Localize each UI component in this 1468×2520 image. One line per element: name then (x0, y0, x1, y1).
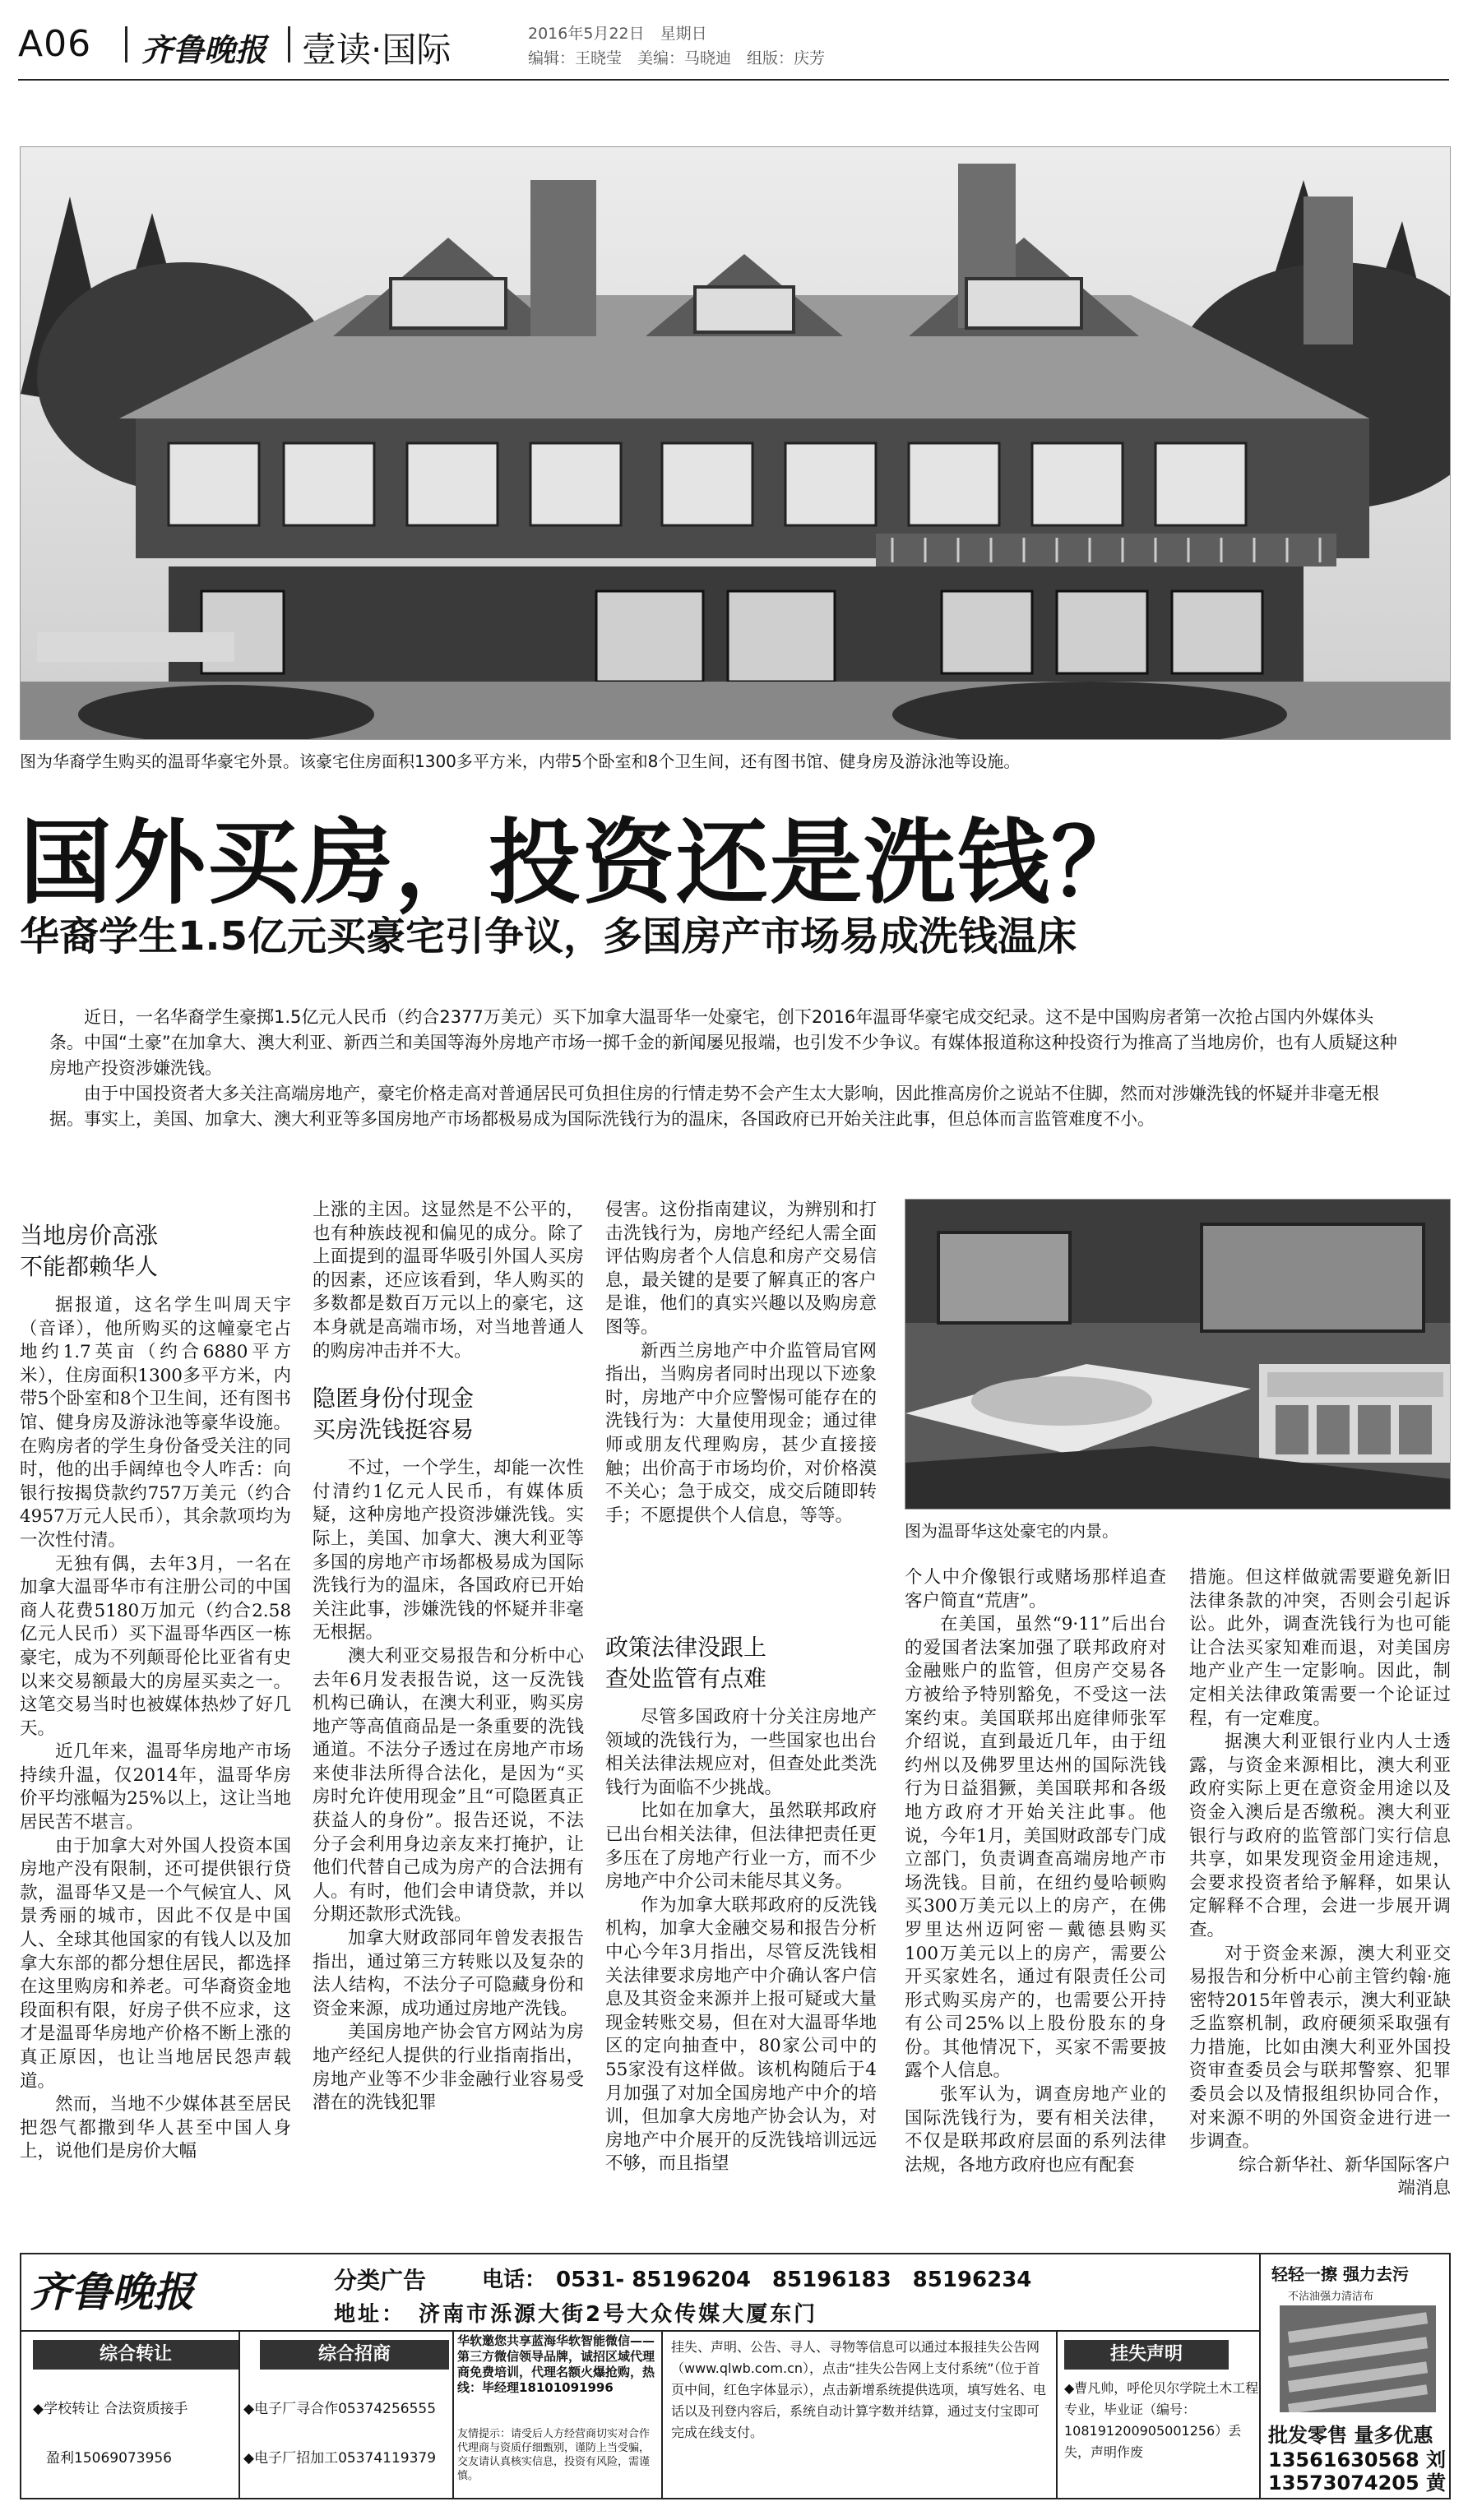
article-column-6 (1189, 1566, 1451, 2201)
cloth-stack-illustration (1280, 2305, 1436, 2412)
section-heading: 政策法律没跟上 (605, 1634, 767, 1661)
editors-line: 编辑：王晓莹 美编：马晓迪 组版：庆芳 (528, 49, 826, 67)
section-heading: 查处监管有点难 (605, 1665, 767, 1692)
lead-paragraph: 由于中国投资者大多关注高端房地产，豪宅价格走高对普通居民可负担住房的行情走势不会产生太大影响，因此推高房价之说站不住脚，然而对涉嫌洗钱的怀疑并非毫无根据。事实上，美国、加拿大、澳大利亚等多国房地产市场都极易成为国际洗钱行为的温床，各国政府已开始关注此事，但总体而言监管难度不小。 (49, 1084, 1379, 1129)
divider (1259, 2254, 1261, 2499)
section-heading: 买房洗钱挺容易 (313, 1416, 475, 1444)
divider (661, 2330, 663, 2499)
page-number: A06 (18, 23, 92, 65)
article-column-4 (605, 1632, 877, 2176)
paragraph: 个人中介像银行或赌场那样追查客户简直“荒唐”。 (905, 1567, 1166, 1611)
ad-text: ◆学校转让 合法资质接手 (33, 2401, 188, 2417)
section-heading: 不能都赖华人 (20, 1253, 159, 1280)
photo-caption: 图为华裔学生购买的温哥华豪宅外景。该豪宅住房面积1300多平方米，内带5个卧室和8个卫生间，还有图书馆、健身房及游泳池等设施。 (20, 751, 1021, 771)
paragraph: 比如在加拿大，虽然联邦政府已出台相关法律，但法律把责任更多压在了房地产行业一方，而不少房地产中介公司未能尽其义务。 (605, 1801, 877, 1893)
ad-notice: 友情提示：请受后人方经营商切实对合作代理商与资质仔细甄别，谨防上当受骗，交友请认真核实信息，投资有风险，需谨慎。 (457, 2428, 651, 2482)
divider (288, 26, 290, 62)
photo-caption: 图为温哥华这处豪宅的内景。 (905, 1521, 1118, 1541)
article-column-2 (313, 1199, 584, 2115)
section-title: 壹读·国际 (302, 30, 452, 70)
divider (21, 2330, 1259, 2332)
ad-text: 盈利15069073956 (46, 2450, 172, 2467)
paragraph: 上涨的主因。这显然是不公平的，也有种族歧视和偏见的成分。除了上面提到的温哥华吸引外国人买房的因素，还应该看到，华人购买的多数都是数百万元以上的豪宅，这本身就是高端市场，对当地普通人的购房冲击并不大。 (313, 1200, 584, 1362)
paragraph: 尽管多国政府十分关注房地产领域的洗钱行为，一些国家也出台相关法律法规应对，但查处此类洗钱行为面临不少挑战。 (605, 1707, 877, 1798)
ad-title: 轻轻一擦 强力去污 (1271, 2264, 1409, 2284)
section-heading: 隐匿身份付现金 (313, 1385, 475, 1413)
paragraph: 据澳大利亚银行业内人士透露，与资金来源相比，澳大利亚政府实际上更在意资金用途以及资金入澳后是否缴税。澳大利亚银行与政府的监管部门实行信息共享，如果发现资金用途违规，会要求投资者给予解释，如果认定解释不合理，会进一步展开调查。 (1189, 1732, 1451, 1940)
paragraph: 侵害。这份指南建议，为辨别和打击洗钱行为，房地产经纪人需全面评估购房者个人信息和房产交易信息，最关键的是要了解真正的客户是谁，他们的真实兴趣以及购房意图等。 (605, 1200, 877, 1338)
page-header (18, 18, 1449, 76)
paragraph: 由于加拿大对外国人投资本国房地产没有限制，还可提供银行贷款，温哥华又是一个气候宜人、风景秀丽的城市，因此不仅是中国人、全球其他国家的有钱人以及加拿大东部的都分想住居民，都选择在这里购房和养老。可华裔资金地段面积有限，好房子供不应求，这才是温哥华房地产价格不断上涨的真正原因，也让当地居民怨声载道。 (20, 1835, 291, 2092)
ad-text: 挂失、声明、公告、寻人、寻物等信息可以通过本报挂失公告网（www.qlwb.com.cn），点击“挂失公告网上支付系统”（位于首页中间，红色字体显示），点击新增系统提供选项，填写姓名、电话以及刊登内容后，系统自动计算字数并结算，通过支付宝即可完成在线支付。 (671, 2339, 1047, 2440)
mansion-interior-photo (905, 1199, 1451, 1510)
article-source: 综合新华社、新华国际客户端消息 (1238, 2154, 1451, 2199)
ads-phone-label: 电话： (482, 2268, 547, 2292)
paragraph: 然而，当地不少媒体甚至居民把怨气都撒到华人甚至中国人身上，说他们是房价大幅 (20, 2094, 291, 2162)
article-lead (49, 1005, 1398, 1132)
paragraph: 美国房地产协会官方网站为房地产经纪人提供的行业指南指出，房地产业等不少非金融行业容易受潜在的洗钱犯罪 (313, 2022, 584, 2114)
section-heading: 当地房价高涨 (20, 1222, 159, 1249)
article-column-3 (605, 1199, 877, 1528)
ad-text: ◆曹凡帅，呼伦贝尔学院土木工程专业，毕业证（编号：108191200905001256）丢失，声明作废 (1064, 2380, 1259, 2460)
issue-date: 2016年5月22日 星期日 (528, 25, 707, 43)
cleaning-cloth-product-image (1280, 2305, 1436, 2412)
mansion-exterior-photo (20, 146, 1451, 740)
paragraph: 近几年来，温哥华房地产市场持续升温，仅2014年，温哥华房价平均涨幅为25%以上，这让当地居民苦不堪言。 (20, 1741, 291, 1833)
ads-brand-logo: 齐鲁晚报 (30, 2268, 194, 2316)
lead-paragraph: 近日，一名华裔学生豪掷1.5亿元人民币（约合2377万美元）买下加拿大温哥华一处豪宅，创下2016年温哥华豪宅成交纪录。这不是中国购房者第一次抢占国内外媒体头条。中国“土豪”在加拿大、澳大利亚、新西兰和美国等海外房地产市场一掷千金的新闻屡见报端，也引发不少争议。有媒体报道称这种投资行为推高了当地房价，也有人质疑这种房地产投资涉嫌洗钱。 (49, 1007, 1397, 1078)
paragraph: 张军认为，调查房地产业的国际洗钱行为，要有相关法律，不仅是联邦政府层面的系列法律法规，各地方政府也应有配套 (905, 2084, 1166, 2176)
article-column-5 (905, 1566, 1166, 2177)
ad-subtitle: 不沾油强力清洁布 (1288, 2291, 1374, 2303)
divider (125, 26, 127, 62)
classified-ads (20, 2253, 1451, 2499)
paragraph: 新西兰房地产中介监管局官网指出，当购房者同时出现以下迹象时，房地产中介应警惕可能存在的洗钱行为：大量使用现金；通过律师或朋友代理购房，甚少直接接触；出价高于市场均价，对价格漠不关心；急于成交，成交后随即转手；不愿提供个人信息，等等。 (605, 1340, 877, 1526)
ad-text: ◆电子厂招加工05374119379 (243, 2450, 437, 2467)
divider (1056, 2330, 1058, 2499)
article-column-1 (20, 1220, 291, 2164)
header-rule (18, 79, 1449, 81)
mansion-exterior-illustration (21, 147, 1451, 740)
newspaper-logo: 齐鲁晚报 (141, 31, 267, 68)
paragraph: 作为加拿大联邦政府的反洗钱机构，加拿大金融交易和报告分析中心今年3月指出，尽管反洗钱相关法律要求房地产中介确认客户信息及其资金来源并上报可疑或大量现金转账交易，但在对大温哥华地区的定向抽查中，80家公司中的55家没有这样做。该机构随后于4月加强了对加全国房地产中介的培训，但加拿大房地产协会认为，对房地产中介展开的反洗钱培训远远不够，而且指望 (605, 1894, 877, 2175)
ads-address: 地址： 济南市泺源大街2号大众传媒大厦东门 (334, 2302, 818, 2327)
ad-category-banner: 综合转让 (33, 2340, 238, 2370)
paragraph: 不过，一个学生，却能一次性付清约1亿元人民币，有媒体质疑，这种房地产投资涉嫌洗钱。实际上，美国、加拿大、澳大利亚等多国的房地产市场都极易成为国际洗钱行为的温床，各国政府已开始关注此事，涉嫌洗钱的怀疑并非毫无根据。 (313, 1458, 584, 1644)
paragraph: 加拿大财政部同年曾发表报告指出，通过第三方转账以及复杂的法人结构，不法分子可隐藏身份和资金来源，成功通过房地产洗钱。 (313, 1928, 584, 2019)
paragraph: 无独有偶，去年3月，一名在加拿大温哥华市有注册公司的中国商人花费5180万加元（约合2.58亿元人民币）买下温哥华西区一栋豪宅，成为不列颠哥伦比亚省有史以来交易额最大的房屋买卖之一。这笔交易当时也被媒体热炒了好几天。 (20, 1553, 291, 1739)
bathroom-interior-illustration (905, 1200, 1451, 1510)
ad-phone: 13561630568 刘 (1268, 2448, 1447, 2471)
paragraph: 澳大利亚交易报告和分析中心去年6月发表报告说，这一反洗钱机构已确认，在澳大利亚，购买房地产等高值商品是一条重要的洗钱通道。不法分子透过在房地产市场来使非法所得合法化，是因为“买房时允许使用现金”且“可隐匿真正获益人的身份”。报告还说，不法分子会利用身边亲友来打掩护，让他们代替自己成为房产的合法拥有人。有时，他们会申请贷款，并以分期还款形式洗钱。 (313, 1645, 584, 1926)
subheadline: 华裔学生1.5亿元买豪宅引争议，多国房产市场易成洗钱温床 (20, 913, 1077, 959)
ads-category: 分类广告 (334, 2267, 427, 2294)
divider (452, 2330, 454, 2499)
headline: 国外买房，投资还是洗钱？ (20, 810, 1145, 917)
ad-category-banner: 挂失声明 (1064, 2340, 1229, 2370)
ads-phones: 0531- 85196204 85196183 85196234 (556, 2268, 1032, 2292)
ad-phone: 13573074205 黄 (1268, 2471, 1447, 2495)
ad-text: 批发零售 量多优惠 (1268, 2424, 1433, 2447)
paragraph: 据报道，这名学生叫周天宇（音译），他所购买的这幢豪宅占地约1.7英亩（约合6880平方米），住房面积1300多平方米，内带5个卧室和8个卫生间，还有图书馆、健身房及游泳池等豪华设施。在购房者的学生身份备受关注的同时，他的出手阔绰也令人咋舌：向银行按揭贷款约757万美元（约合4957万元人民币），其余款项均为一次性付清。 (20, 1295, 291, 1551)
paragraph: 措施。但这样做就需要避免新旧法律条款的冲突，否则会引起诉讼。此外，调查洗钱行为也可能让合法买家知难而退，对美国房地产业产生一定影响。因此，制定相关法律政策需要一个论证过程，有一定难度。 (1189, 1567, 1451, 1729)
ad-text: ◆电子厂寻合作05374256555 (243, 2401, 437, 2417)
paragraph: 对于资金来源，澳大利亚交易报告和分析中心前主管约翰·施密特2015年曾表示，澳大利亚缺乏监察机制，政府硬须采取强有力措施，比如由澳大利亚外国投资审查委员会与联邦警察、犯罪委员会以及情报组织协同合作，对来源不明的外国资金进行进一步调查。 (1189, 1943, 1451, 2152)
ad-category-banner: 综合招商 (260, 2340, 449, 2370)
paragraph: 在美国，虽然“9·11”后出台的爱国者法案加强了联邦政府对金融账户的监管，但房产交易各方被给予特别豁免，不受这一法案约束。美国联邦出庭律师张军介绍说，直到最近几年，由于纽约州以及佛罗里达州的国际洗钱行为日益猖獗，美国联邦和各级地方政府才开始关注此事。他说，今年1月，美国财政部专门成立部门，负责调查高端房地产市场洗钱。目前，在纽约曼哈顿购买300万美元以上的房产，在佛罗里达州迈阿密－戴德县购买100万美元以上的房产，需要公开买家姓名，通过有限责任公司形式购买房产的，也需要公开持有公司25%以上股份股东的身份。其他情况下，买家不需要披露个人信息。 (905, 1614, 1166, 2082)
ad-text: 华软邀您共享蓝海华软智能微信——第三方微信领导品牌，诚招区域代理商免费培训，代理名额火爆抢购，热线：毕经理18101091996 (457, 2333, 655, 2395)
divider (238, 2330, 240, 2499)
